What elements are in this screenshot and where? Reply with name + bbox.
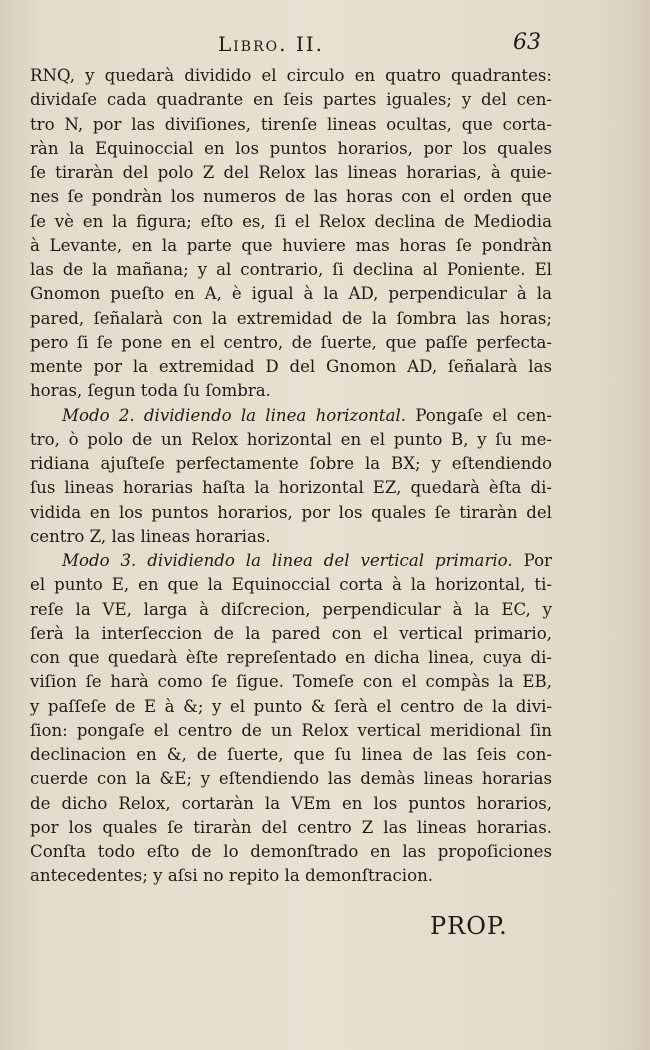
text-line: con que quedarà èſte repreſentado en dicha linea, cuya di- bbox=[30, 648, 552, 667]
text-line: antecedentes; y aſsi no repito la demonſtracion. bbox=[30, 866, 434, 886]
paragraph-3 bbox=[30, 549, 552, 889]
text-line: ſe tiraràn del polo Z del Relox las lineas horarias, à quie- bbox=[30, 163, 552, 182]
text-line: las de la mañana; y al contrario, ſi declina al Poniente. El bbox=[30, 260, 552, 279]
text-line: el punto E, en que la Equinoccial corta à la horizontal, ti- bbox=[30, 575, 552, 595]
text-line: cuerde con la &E; y eſtendiendo las demàs lineas horarias bbox=[30, 769, 552, 789]
text-line: y paſſeſe de E à &; y el punto & ſerà el centro de la divi- bbox=[30, 696, 552, 716]
text-line: ràn la Equinoccial en los puntos horarios, por los quales bbox=[30, 138, 552, 158]
text-line: horas, ſegun toda ſu ſombra. bbox=[30, 381, 271, 401]
text-run: Por bbox=[523, 551, 552, 570]
text-line: dividaſe cada quadrante en ſeis partes iguales; y del cen- bbox=[30, 90, 552, 110]
text-run: Pongaſe el cen- bbox=[415, 405, 553, 425]
text-line: tro, ò polo de un Relox horizontal en el punto B, y ſu me- bbox=[30, 429, 552, 449]
text-line: viſion ſe harà como ſe ſigue. Tomeſe con el compàs la EB, bbox=[30, 672, 552, 692]
text-line: mente por la extremidad D del Gnomon AD, ſeñalarà las bbox=[30, 357, 552, 376]
text-line: ſus lineas horarias haſta la horizontal EZ, quedarà èſta di- bbox=[30, 478, 552, 498]
page-number: 63 bbox=[513, 30, 541, 55]
paragraph-2 bbox=[30, 404, 552, 550]
catchword: PROP. bbox=[430, 912, 508, 940]
text-line: Gnomon pueſto en A, è igual à la AD, perpendicular à la bbox=[30, 284, 552, 304]
text-line: declinacion en &, de ſuerte, que ſu linea de las ſeis con- bbox=[30, 745, 552, 764]
text-line: à Levante, en la parte que huviere mas horas ſe pondràn bbox=[30, 235, 552, 255]
paragraph-1 bbox=[30, 64, 552, 404]
text-line: vidida en los puntos horarios, por los quales ſe tiraràn del bbox=[30, 502, 552, 522]
text-line: ſe vè en la figura; eſto es, ſi el Relox declina de Mediodia bbox=[30, 211, 552, 231]
text-line: ſerà la interſeccion de la pared con el vertical primario, bbox=[30, 623, 552, 643]
text-line: RNQ, y quedarà dividido el circulo en quatro quadrantes: bbox=[30, 66, 552, 85]
text-line: pared, ſeñalarà con la extremidad de la ſombra las horas; bbox=[30, 308, 552, 328]
text-line: ridiana ajuſteſe perfectamente ſobre la BX; y eſtendiendo bbox=[30, 454, 552, 473]
paragraph-lead: Modo 3. dividiendo la linea del vertical primario. bbox=[62, 551, 513, 570]
text-line: reſe la VE, larga à diſcrecion, perpendicular à la EC, y bbox=[30, 599, 552, 619]
body-text bbox=[30, 64, 552, 889]
text-line: de dicho Relox, cortaràn la VEm en los puntos horarios, bbox=[30, 793, 552, 813]
text-line: Conſta todo eſto de lo demonſtrado en las propoſiciones bbox=[30, 842, 552, 861]
text-line bbox=[30, 549, 552, 573]
text-line bbox=[30, 404, 552, 428]
text-line: nes ſe pondràn los numeros de las horas con el orden que bbox=[30, 187, 552, 207]
text-line: ſion: pongaſe el centro de un Relox vertical meridional ſin bbox=[30, 720, 552, 740]
running-head: Libro. II. bbox=[218, 32, 324, 56]
text-line: tro N, por las diviſiones, tirenſe lineas ocultas, que corta- bbox=[30, 114, 552, 134]
paragraph-lead: Modo 2. dividiendo la linea horizontal. bbox=[62, 405, 407, 425]
text-line: pero ſi ſe pone en el centro, de ſuerte, que paſſe perfecta- bbox=[30, 332, 552, 352]
text-line: centro Z, las lineas horarias. bbox=[30, 526, 271, 546]
text-line: por los quales ſe tiraràn del centro Z las lineas horarias. bbox=[30, 817, 552, 837]
